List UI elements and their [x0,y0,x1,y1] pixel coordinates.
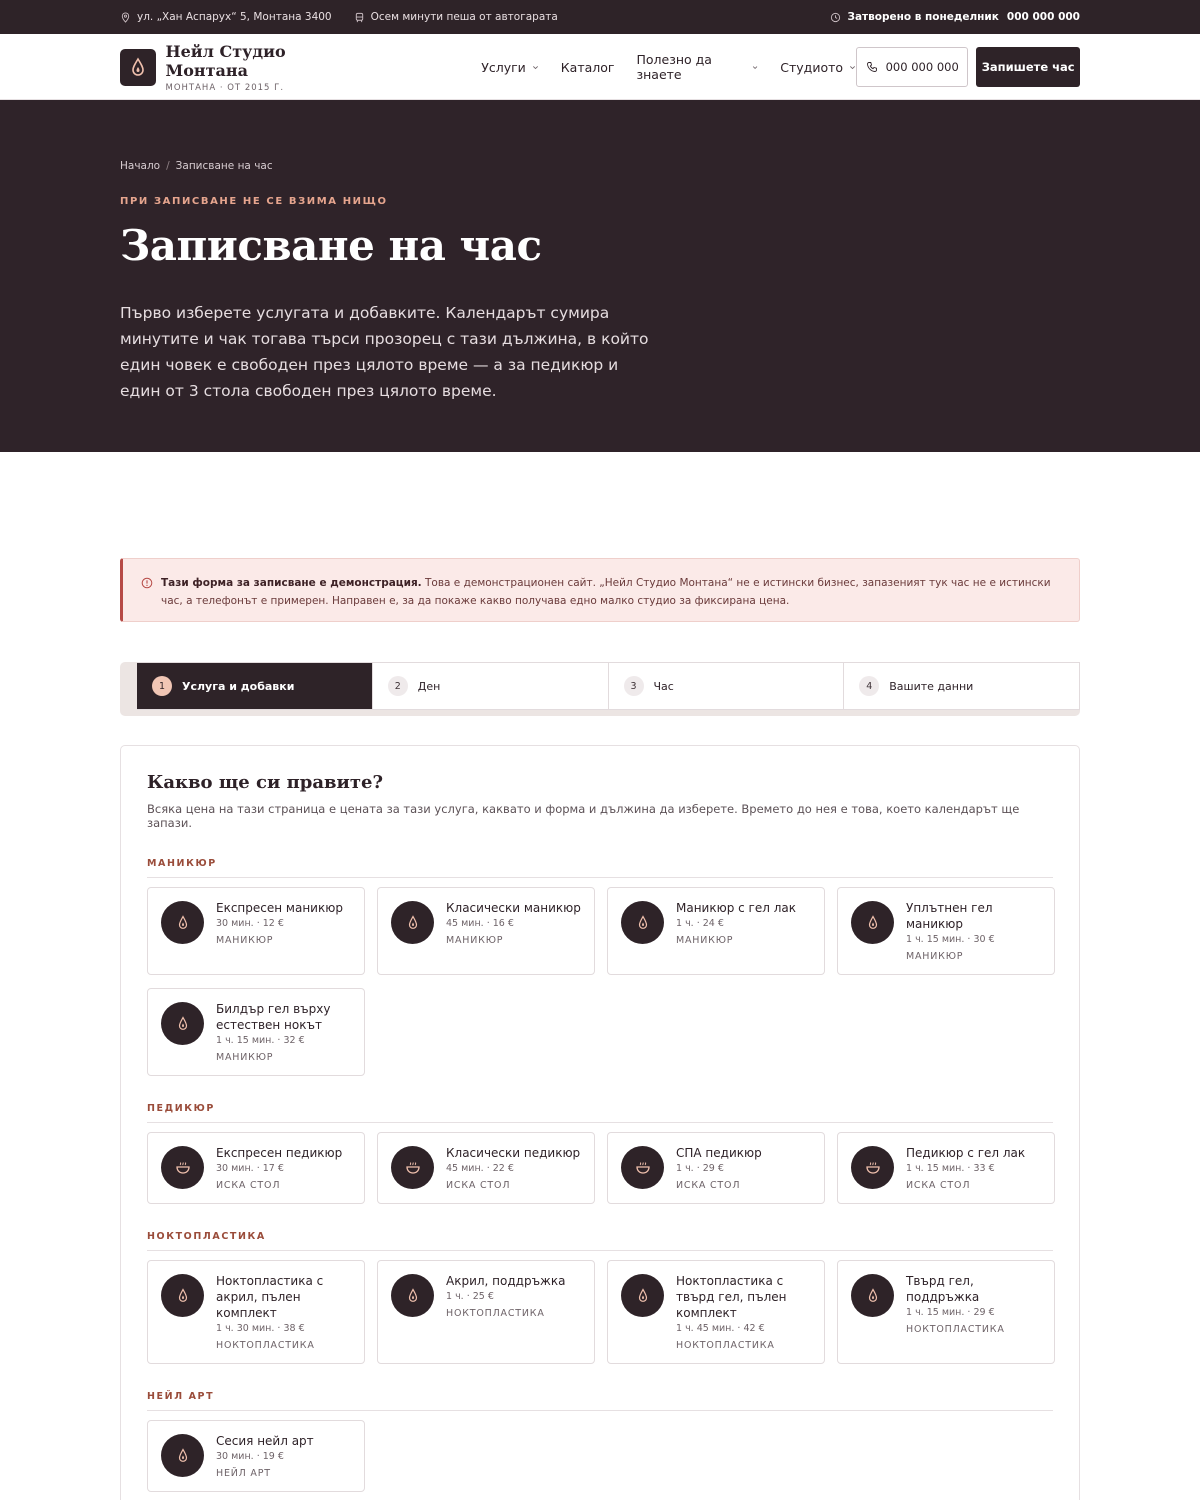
foot-bath-icon [161,1146,204,1189]
category-heading: НОКТОПЛАСТИКА [147,1231,1053,1251]
service-name: Ноктопластика с твърд гел, пълен комплект [676,1274,787,1320]
breadcrumb [120,160,1080,172]
service-card-body [216,1433,314,1479]
main-nav [481,52,856,82]
notice-text [161,574,1061,621]
chevron-down-icon [752,64,758,71]
service-tag: ИСКА СТОЛ [446,1180,511,1191]
closed-text: Затворено в понеделник [847,11,999,23]
service-tag: НОКТОПЛАСТИКА [446,1308,545,1319]
category-heading: ПЕДИКЮР [147,1103,1053,1123]
step-label: Вашите данни [889,679,974,693]
service-card-body [446,900,581,962]
service-tag: НОКТОПЛАСТИКА [216,1340,315,1351]
nail-drop-icon [851,901,894,944]
service-grid [147,1132,1053,1204]
service-tag: НЕЙЛ АРТ [216,1468,271,1479]
nav-label: Студиото [780,59,844,75]
hero-eyebrow: ПРИ ЗАПИСВАНЕ НЕ СЕ ВЗИМА НИЩО [120,196,388,207]
notice-bold: Тази форма за записване е демонстрация. [161,577,422,589]
walk-text: Осем минути пеша от автогарата [370,11,558,23]
step-number: 2 [388,676,408,696]
service-panel [120,745,1080,1500]
breadcrumb-separator: / [166,160,170,172]
step-number: 1 [152,676,172,696]
step-day[interactable] [372,663,608,709]
nav-studio[interactable] [780,60,856,75]
service-meta: 30 мин. · 17 € [216,1163,284,1174]
service-meta: 1 ч. 15 мин. · 33 € [906,1163,995,1174]
service-card-body [446,1273,565,1351]
category-heading: НЕЙЛ АРТ [147,1391,1053,1411]
service-tag: ИСКА СТОЛ [906,1180,971,1191]
service-meta: 1 ч. 15 мин. · 29 € [906,1307,995,1318]
service-name: Експресен маникюр [216,901,343,915]
panel-subtitle: Всяка цена на тази страница е цената за тази услуга, каквато и форма и дължина да изберете. Времето до нея е това, което календарът ще запази. [147,802,1020,830]
service-name: Уплътнен гел маникюр [906,901,993,931]
panel-title: Какво ще си правите? [147,772,384,793]
service-meta: 1 ч. 30 мин. · 38 € [216,1323,305,1334]
book-button[interactable]: Запишете час [976,47,1080,87]
service-name: Билдър гел върху естествен нокът [216,1002,331,1032]
service-meta: 30 мин. · 19 € [216,1451,284,1462]
nav-catalog[interactable] [561,60,615,75]
service-card[interactable] [377,1260,595,1364]
service-name: Класически педикюр [446,1146,581,1160]
nail-drop-icon [130,57,146,77]
breadcrumb-current: Записване на час [175,160,273,172]
service-meta: 1 ч. · 25 € [446,1291,494,1302]
service-tag: МАНИКЮР [676,935,734,946]
nav-label: Услуги [481,59,526,75]
site-header [0,34,1200,100]
service-card[interactable] [377,887,595,975]
service-card-body [676,1145,762,1191]
clock-icon [830,12,841,23]
nail-drop-icon [161,901,204,944]
service-card[interactable] [147,1260,365,1364]
service-card[interactable] [607,887,825,975]
nail-drop-icon [391,1274,434,1317]
nav-useful[interactable] [636,52,758,82]
brand[interactable] [166,42,366,93]
service-meta: 1 ч. · 24 € [676,918,724,929]
service-tag: МАНИКЮР [216,1052,274,1063]
address-info [120,11,332,23]
service-category [147,1103,1053,1204]
service-name: Педикюр с гел лак [906,1146,1026,1160]
service-name: Експресен педикюр [216,1146,343,1160]
service-card[interactable] [837,1132,1055,1204]
service-tag: ИСКА СТОЛ [676,1180,741,1191]
brand-tagline: МОНТАНА · ОТ 2015 Г. [165,82,285,93]
step-label: Час [653,679,674,693]
service-tag: МАНИКЮР [906,951,964,962]
nail-drop-icon [621,1274,664,1317]
nav-label: Полезно да знаете [636,52,712,82]
step-details[interactable] [843,663,1079,709]
service-name: Класически маникюр [446,901,581,915]
hero-lead: Първо изберете услугата и добавките. Календарът сумира минутите и чак тогава търси прозорец с тази дължина, в който един човек е свободен през цялото време — а за педикюр и един от 3 стола свободен през цялото време. [120,304,649,400]
category-heading: МАНИКЮР [147,858,1053,878]
service-name: Сесия нейл арт [216,1434,314,1448]
service-card[interactable] [607,1132,825,1204]
service-card-body [216,900,343,962]
phone-icon [866,61,878,73]
service-card[interactable] [147,887,365,975]
service-card[interactable] [837,887,1055,975]
nail-drop-icon [161,1434,204,1477]
service-meta: 30 мин. · 12 € [216,918,284,929]
foot-bath-icon [391,1146,434,1189]
service-name: Твърд гел, поддръжка [906,1274,980,1304]
service-meta: 45 мин. · 22 € [446,1163,514,1174]
nail-drop-icon [161,1002,204,1045]
service-tag: НОКТОПЛАСТИКА [676,1340,775,1351]
phone-button[interactable] [856,47,968,87]
service-name: Ноктопластика с акрил, пълен комплект [216,1274,324,1320]
foot-bath-icon [851,1146,894,1189]
step-time[interactable] [608,663,844,709]
top-info-bar [0,0,1200,34]
step-service[interactable] [137,663,372,709]
service-card[interactable] [147,988,365,1076]
brand-name: Нейл Студио Монтана [165,41,286,80]
service-category [147,1231,1053,1364]
map-pin-icon [120,12,131,23]
nav-services[interactable] [481,60,539,75]
service-card[interactable] [607,1260,825,1364]
service-meta: 1 ч. · 29 € [676,1163,724,1174]
notice-body: Това е демонстрационен сайт. „Нейл Студио Монтана“ не е истински бизнес, запазеният тук час не е истински час, а телефонът е примерен. Направен е, за да покаже какво получава едно малко студио за фиксирана цена. [161,577,1051,607]
step-label: Услуга и добавки [182,679,295,693]
service-name: СПА педикюр [676,1146,762,1160]
service-grid [147,1420,1053,1492]
nail-drop-icon [161,1274,204,1317]
hero-section [0,100,1200,452]
service-card-body [676,1273,812,1351]
nail-drop-icon [851,1274,894,1317]
service-card-body [906,1145,1025,1191]
service-category [147,1391,1053,1492]
page-title: Записване на час [120,221,542,270]
service-card-body [906,900,1042,962]
service-card[interactable] [147,1420,365,1492]
service-card-body [216,1145,342,1191]
service-tag: МАНИКЮР [216,935,274,946]
service-meta: 45 мин. · 16 € [446,918,514,929]
service-meta: 1 ч. 45 мин. · 42 € [676,1323,765,1334]
service-card-body [216,1001,352,1063]
address-text: ул. „Хан Аспарух“ 5, Монтана 3400 [137,11,332,23]
breadcrumb-home[interactable]: Начало [120,160,161,172]
service-name: Маникюр с гел лак [676,901,796,915]
topbar-phone[interactable]: 000 000 000 [1006,11,1080,23]
nail-drop-icon [621,901,664,944]
service-tag: ИСКА СТОЛ [216,1180,281,1191]
step-number: 4 [859,676,879,696]
foot-bath-icon [621,1146,664,1189]
service-grid [147,1260,1053,1364]
logo[interactable] [120,49,156,86]
phone-button-label: 000 000 000 [885,60,959,74]
service-grid [147,887,1053,1076]
service-card-body [446,1145,580,1191]
step-number: 3 [624,676,644,696]
chevron-down-icon [532,64,539,71]
service-card-body [216,1273,352,1351]
demo-notice [120,558,1080,622]
chevron-down-icon [849,64,856,71]
service-meta: 1 ч. 15 мин. · 30 € [906,934,995,945]
bus-icon [354,12,365,23]
service-name: Акрил, поддръжка [446,1274,566,1288]
service-category [147,858,1053,1076]
service-card-body [906,1273,1042,1351]
service-card[interactable] [837,1260,1055,1364]
service-meta: 1 ч. 15 мин. · 32 € [216,1035,305,1046]
service-card[interactable] [147,1132,365,1204]
nail-drop-icon [391,901,434,944]
info-icon [141,577,153,589]
service-tag: МАНИКЮР [446,935,504,946]
booking-stepper [120,662,1080,716]
walk-info [354,11,558,23]
service-tag: НОКТОПЛАСТИКА [906,1324,1005,1335]
service-categories [147,858,1053,1492]
service-card[interactable] [377,1132,595,1204]
nav-label: Каталог [560,59,615,75]
service-card-body [676,900,796,962]
step-label: Ден [417,679,441,693]
